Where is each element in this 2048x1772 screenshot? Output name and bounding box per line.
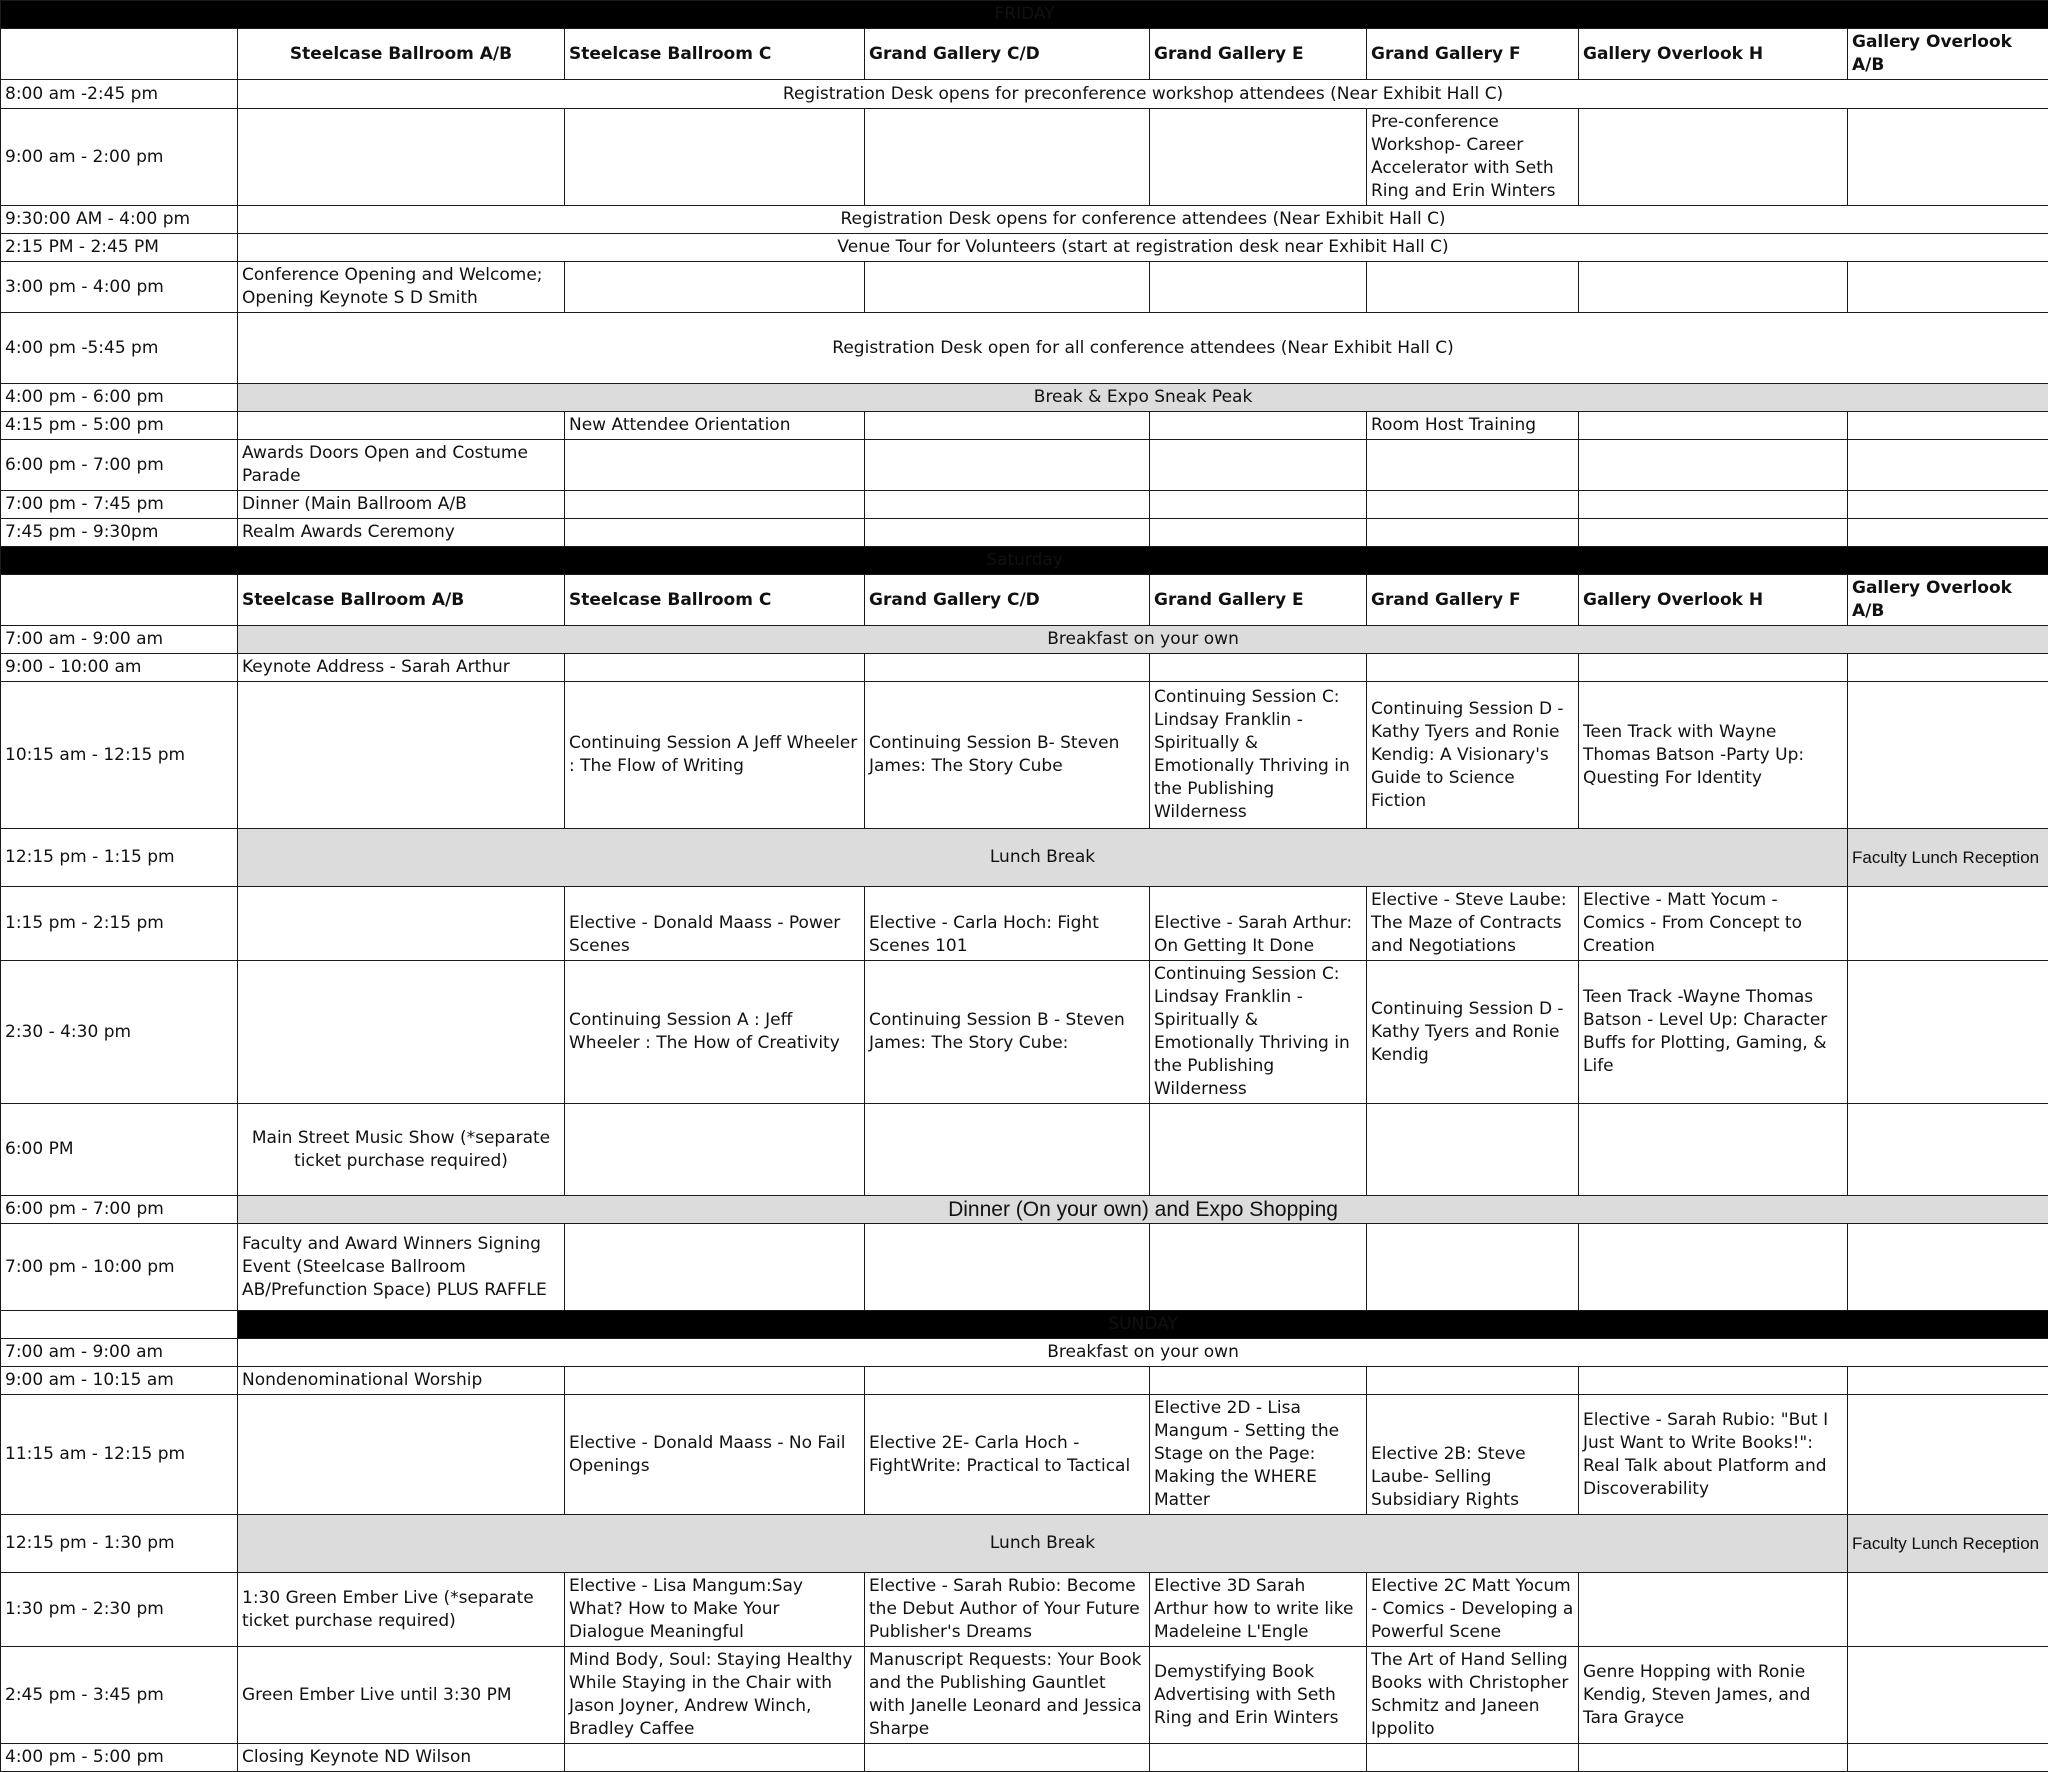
session-cell — [865, 262, 1150, 313]
time-slot: 11:15 am - 12:15 pm — [1, 1395, 238, 1515]
session-cell — [1848, 654, 2048, 682]
session-cell: Elective - Sarah Rubio: Become the Debut Author of Your Future Publisher's Dreams — [865, 1573, 1150, 1647]
session-cell: Pre-conference Workshop- Career Accelerator with Seth Ring and Erin Winters — [1367, 109, 1579, 206]
session-cell — [865, 1367, 1150, 1395]
session-cell — [1367, 1744, 1579, 1772]
session-cell — [565, 1224, 865, 1311]
time-slot: 7:00 pm - 10:00 pm — [1, 1224, 238, 1311]
session-cell: Elective 2B: Steve Laube- Selling Subsidiary Rights — [1367, 1395, 1579, 1515]
session-cell: Realm Awards Ceremony — [238, 519, 565, 547]
room-header-grand-gallery-cd: Grand Gallery C/D — [865, 29, 1150, 80]
time-slot: 4:00 pm - 5:00 pm — [1, 1744, 238, 1772]
session-cell — [1367, 654, 1579, 682]
time-header-blank — [1, 1311, 238, 1339]
time-slot: 6:00 pm - 7:00 pm — [1, 440, 238, 491]
session-cell — [865, 654, 1150, 682]
session-cell — [1579, 109, 1848, 206]
session-cell — [1150, 1744, 1367, 1772]
session-cell — [565, 109, 865, 206]
time-header-blank — [1, 29, 238, 80]
session-cell — [865, 440, 1150, 491]
session-cell — [565, 654, 865, 682]
time-slot: 1:15 pm - 2:15 pm — [1, 887, 238, 961]
session-cell — [1579, 1744, 1848, 1772]
session-cell — [1579, 440, 1848, 491]
session-cell: Teen Track with Wayne Thomas Batson -Party Up: Questing For Identity — [1579, 682, 1848, 829]
spanning-event: Registration Desk open for all conference attendees (Near Exhibit Hall C) — [238, 313, 2048, 384]
session-cell — [1367, 440, 1579, 491]
session-cell: Nondenominational Worship — [238, 1367, 565, 1395]
time-slot: 4:00 pm - 6:00 pm — [1, 384, 238, 412]
session-cell: Continuing Session B - Steven James: The Story Cube: — [865, 961, 1150, 1104]
session-cell — [565, 1744, 865, 1772]
session-cell — [1150, 1224, 1367, 1311]
room-header-grand-gallery-e: Grand Gallery E — [1150, 575, 1367, 626]
spanning-event: Registration Desk opens for preconference workshop attendees (Near Exhibit Hall C) — [238, 80, 2048, 109]
session-cell: Continuing Session C: Lindsay Franklin - Spiritually & Emotionally Thriving in the Publishing Wilderness — [1150, 682, 1367, 829]
session-cell — [1579, 262, 1848, 313]
room-header-steelcase-ab: Steelcase Ballroom A/B — [238, 575, 565, 626]
session-cell — [238, 109, 565, 206]
faculty-lunch-cell: Faculty Lunch Reception — [1848, 1515, 2048, 1573]
session-cell — [1848, 682, 2048, 829]
session-cell — [1848, 262, 2048, 313]
time-slot: 6:00 PM — [1, 1104, 238, 1196]
time-header-blank — [1, 575, 238, 626]
break-band: Lunch Break — [238, 1515, 1848, 1573]
session-cell — [1579, 519, 1848, 547]
session-cell — [865, 412, 1150, 440]
time-slot: 7:00 am - 9:00 am — [1, 1339, 238, 1367]
day-header-sunday: SUNDAY — [238, 1311, 2048, 1339]
session-cell: Elective - Sarah Arthur: On Getting It Done — [1150, 887, 1367, 961]
session-cell — [1150, 262, 1367, 313]
session-cell — [865, 1104, 1150, 1196]
session-cell — [1150, 491, 1367, 519]
time-slot: 9:00 am - 10:15 am — [1, 1367, 238, 1395]
session-cell: Elective 2E- Carla Hoch - FightWrite: Practical to Tactical — [865, 1395, 1150, 1515]
room-header-gallery-overlook-h: Gallery Overlook H — [1579, 29, 1848, 80]
time-slot: 7:45 pm - 9:30pm — [1, 519, 238, 547]
session-cell — [1848, 519, 2048, 547]
session-cell: Elective - Steve Laube: The Maze of Contracts and Negotiations — [1367, 887, 1579, 961]
session-cell — [865, 519, 1150, 547]
session-cell: Elective - Lisa Mangum:Say What? How to Make Your Dialogue Meaningful — [565, 1573, 865, 1647]
time-slot: 9:00 - 10:00 am — [1, 654, 238, 682]
session-cell — [1579, 654, 1848, 682]
session-cell — [1367, 1224, 1579, 1311]
session-cell: Continuing Session D - Kathy Tyers and Ronie Kendig — [1367, 961, 1579, 1104]
time-slot: 2:30 - 4:30 pm — [1, 961, 238, 1104]
session-cell: 1:30 Green Ember Live (*separate ticket purchase required) — [238, 1573, 565, 1647]
break-band: Lunch Break — [238, 829, 1848, 887]
faculty-lunch-cell: Faculty Lunch Reception — [1848, 829, 2048, 887]
session-cell: Closing Keynote ND Wilson — [238, 1744, 565, 1772]
session-cell — [1579, 1367, 1848, 1395]
session-cell: New Attendee Orientation — [565, 412, 865, 440]
session-cell — [1848, 491, 2048, 519]
session-cell: Green Ember Live until 3:30 PM — [238, 1647, 565, 1744]
session-cell — [1848, 412, 2048, 440]
session-cell — [565, 1104, 865, 1196]
room-header-steelcase-ab: Steelcase Ballroom A/B — [238, 29, 565, 80]
session-cell — [565, 262, 865, 313]
session-cell: Conference Opening and Welcome; Opening Keynote S D Smith — [238, 262, 565, 313]
session-cell — [238, 887, 565, 961]
session-cell — [1848, 1395, 2048, 1515]
session-cell — [865, 1224, 1150, 1311]
time-slot: 3:00 pm - 4:00 pm — [1, 262, 238, 313]
session-cell — [565, 491, 865, 519]
session-cell — [1848, 109, 2048, 206]
session-cell — [1367, 519, 1579, 547]
session-cell — [1848, 961, 2048, 1104]
session-cell: Elective - Donald Maass - Power Scenes — [565, 887, 865, 961]
session-cell: Faculty and Award Winners Signing Event (Steelcase Ballroom AB/Prefunction Space) PLUS RAFFLE — [238, 1224, 565, 1311]
day-header-saturday: Saturday — [1, 547, 2048, 575]
session-cell: Teen Track -Wayne Thomas Batson - Level Up: Character Buffs for Plotting, Gaming, & Life — [1579, 961, 1848, 1104]
session-cell — [1150, 412, 1367, 440]
day-header-friday: FRIDAY — [1, 1, 2048, 29]
time-slot: 7:00 am - 9:00 am — [1, 626, 238, 654]
session-cell: Continuing Session C: Lindsay Franklin - Spiritually & Emotionally Thriving in the Publishing Wilderness — [1150, 961, 1367, 1104]
session-cell — [238, 961, 565, 1104]
session-cell — [1150, 1104, 1367, 1196]
session-cell — [1848, 1573, 2048, 1647]
session-cell: Elective - Carla Hoch: Fight Scenes 101 — [865, 887, 1150, 961]
room-header-grand-gallery-f: Grand Gallery F — [1367, 575, 1579, 626]
session-cell: Elective 2C Matt Yocum - Comics - Developing a Powerful Scene — [1367, 1573, 1579, 1647]
room-header-gallery-overlook-h: Gallery Overlook H — [1579, 575, 1848, 626]
room-header-gallery-overlook-ab: Gallery Overlook A/B — [1848, 575, 2048, 626]
room-header-steelcase-c: Steelcase Ballroom C — [565, 29, 865, 80]
room-header-steelcase-c: Steelcase Ballroom C — [565, 575, 865, 626]
session-cell — [1579, 412, 1848, 440]
session-cell: Continuing Session A Jeff Wheeler : The Flow of Writing — [565, 682, 865, 829]
time-slot: 2:45 pm - 3:45 pm — [1, 1647, 238, 1744]
session-cell: Genre Hopping with Ronie Kendig, Steven James, and Tara Grayce — [1579, 1647, 1848, 1744]
session-cell: Keynote Address - Sarah Arthur — [238, 654, 565, 682]
session-cell: Elective 2D - Lisa Mangum - Setting the Stage on the Page: Making the WHERE Matter — [1150, 1395, 1367, 1515]
break-band: Break & Expo Sneak Peak — [238, 384, 2048, 412]
session-cell — [238, 682, 565, 829]
session-cell — [1848, 1224, 2048, 1311]
break-band: Dinner (On your own) and Expo Shopping — [238, 1196, 2048, 1224]
time-slot: 2:15 PM - 2:45 PM — [1, 234, 238, 262]
session-cell — [565, 1367, 865, 1395]
session-cell: The Art of Hand Selling Books with Christopher Schmitz and Janeen Ippolito — [1367, 1647, 1579, 1744]
session-cell — [1367, 1104, 1579, 1196]
time-slot: 4:00 pm -5:45 pm — [1, 313, 238, 384]
session-cell: Dinner (Main Ballroom A/B — [238, 491, 565, 519]
time-slot: 12:15 pm - 1:30 pm — [1, 1515, 238, 1573]
time-slot: 9:00 am - 2:00 pm — [1, 109, 238, 206]
session-cell: Awards Doors Open and Costume Parade — [238, 440, 565, 491]
session-cell — [565, 440, 865, 491]
session-cell — [1150, 519, 1367, 547]
spanning-event: Registration Desk opens for conference attendees (Near Exhibit Hall C) — [238, 206, 2048, 234]
session-cell: Mind Body, Soul: Staying Healthy While Staying in the Chair with Jason Joyner, Andrew Winch, Bradley Caffee — [565, 1647, 865, 1744]
session-cell — [1367, 1367, 1579, 1395]
session-cell — [1848, 887, 2048, 961]
session-cell: Elective - Matt Yocum - Comics - From Concept to Creation — [1579, 887, 1848, 961]
session-cell: Main Street Music Show (*separate ticket purchase required) — [238, 1104, 565, 1196]
time-slot: 8:00 am -2:45 pm — [1, 80, 238, 109]
session-cell — [565, 519, 865, 547]
session-cell: Manuscript Requests: Your Book and the Publishing Gauntlet with Janelle Leonard and Jessica Sharpe — [865, 1647, 1150, 1744]
time-slot: 12:15 pm - 1:15 pm — [1, 829, 238, 887]
session-cell — [1579, 1573, 1848, 1647]
time-slot: 10:15 am - 12:15 pm — [1, 682, 238, 829]
session-cell: Demystifying Book Advertising with Seth Ring and Erin Winters — [1150, 1647, 1367, 1744]
session-cell: Continuing Session B- Steven James: The Story Cube — [865, 682, 1150, 829]
session-cell — [238, 1395, 565, 1515]
session-cell: Room Host Training — [1367, 412, 1579, 440]
time-slot: 1:30 pm - 2:30 pm — [1, 1573, 238, 1647]
session-cell — [1150, 1367, 1367, 1395]
break-band: Breakfast on your own — [238, 626, 2048, 654]
session-cell — [1579, 1104, 1848, 1196]
session-cell — [865, 491, 1150, 519]
session-cell — [1848, 1104, 2048, 1196]
session-cell — [1848, 1367, 2048, 1395]
session-cell — [1150, 109, 1367, 206]
session-cell — [1150, 440, 1367, 491]
session-cell — [1367, 491, 1579, 519]
time-slot: 7:00 pm - 7:45 pm — [1, 491, 238, 519]
session-cell: Continuing Session D - Kathy Tyers and Ronie Kendig: A Visionary's Guide to Science Fiction — [1367, 682, 1579, 829]
spanning-event: Breakfast on your own — [238, 1339, 2048, 1367]
time-slot: 9:30:00 AM - 4:00 pm — [1, 206, 238, 234]
session-cell: Continuing Session A : Jeff Wheeler : The How of Creativity — [565, 961, 865, 1104]
session-cell — [238, 412, 565, 440]
room-header-grand-gallery-f: Grand Gallery F — [1367, 29, 1579, 80]
session-cell — [1848, 440, 2048, 491]
session-cell — [1848, 1647, 2048, 1744]
room-header-grand-gallery-cd: Grand Gallery C/D — [865, 575, 1150, 626]
session-cell: Elective 3D Sarah Arthur how to write like Madeleine L'Engle — [1150, 1573, 1367, 1647]
room-header-grand-gallery-e: Grand Gallery E — [1150, 29, 1367, 80]
session-cell — [1579, 1224, 1848, 1311]
session-cell — [1150, 654, 1367, 682]
session-cell: Elective - Donald Maass - No Fail Openings — [565, 1395, 865, 1515]
session-cell — [1848, 1744, 2048, 1772]
spanning-event: Venue Tour for Volunteers (start at registration desk near Exhibit Hall C) — [238, 234, 2048, 262]
session-cell — [1367, 262, 1579, 313]
session-cell — [865, 109, 1150, 206]
time-slot: 4:15 pm - 5:00 pm — [1, 412, 238, 440]
room-header-gallery-overlook-ab: Gallery Overlook A/B — [1848, 29, 2048, 80]
time-slot: 6:00 pm - 7:00 pm — [1, 1196, 238, 1224]
session-cell: Elective - Sarah Rubio: "But I Just Want to Write Books!": Real Talk about Platform and Discoverability — [1579, 1395, 1848, 1515]
session-cell — [865, 1744, 1150, 1772]
session-cell — [1579, 491, 1848, 519]
